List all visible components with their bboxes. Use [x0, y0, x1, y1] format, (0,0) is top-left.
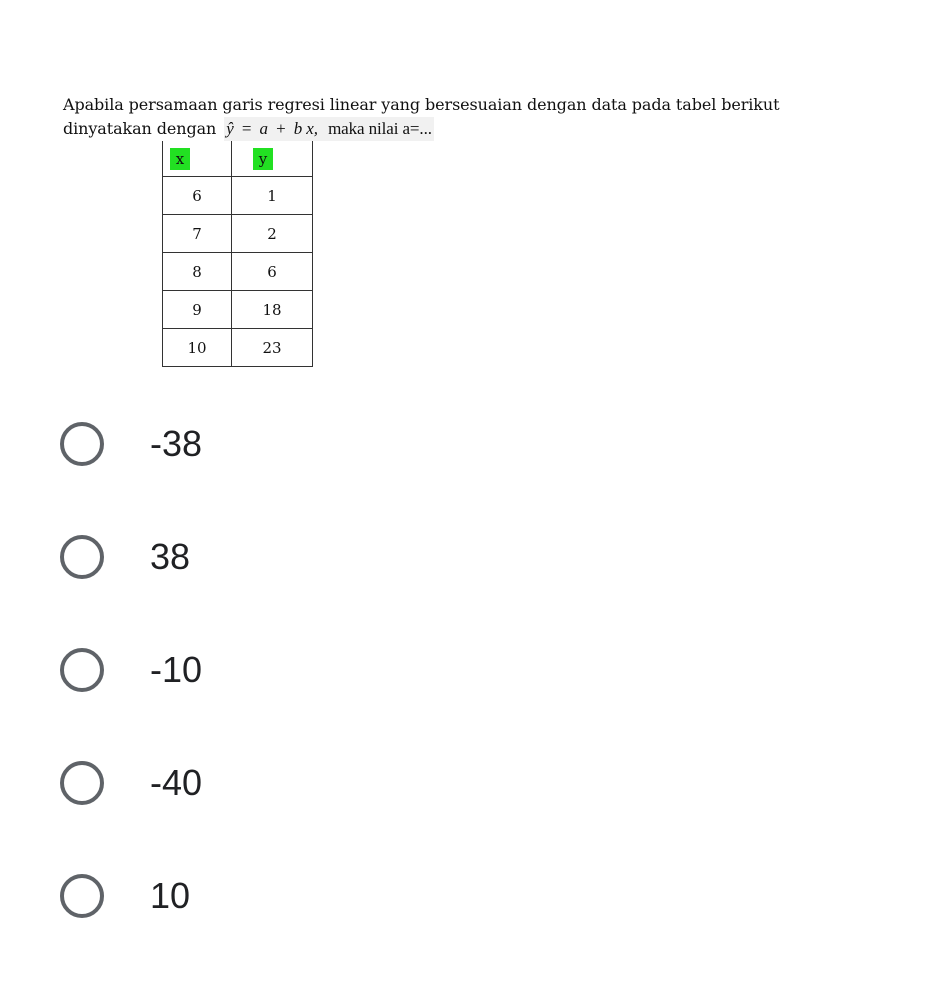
- table-cell-x: 8: [163, 253, 232, 291]
- option-label[interactable]: 38: [150, 536, 191, 577]
- table-header-row: [163, 141, 313, 177]
- question-prefix: dinyatakan dengan: [63, 119, 217, 138]
- table-cell-y: 23: [232, 329, 313, 367]
- table-row: [163, 329, 313, 367]
- radio-button[interactable]: [60, 535, 104, 579]
- equation-a: a: [259, 119, 268, 138]
- table-header-y: [232, 141, 313, 177]
- radio-button[interactable]: [60, 874, 104, 918]
- regression-equation: [224, 117, 434, 141]
- option-38[interactable]: [60, 528, 202, 586]
- table-cell-x: 6: [163, 177, 232, 215]
- table-row: [163, 253, 313, 291]
- table-cell-x: 9: [163, 291, 232, 329]
- equation-y-hat: ŷ: [226, 119, 234, 138]
- header-x-label: x: [170, 148, 190, 170]
- table-cell-x: 7: [163, 215, 232, 253]
- radio-button[interactable]: [60, 761, 104, 805]
- option-label[interactable]: -40: [150, 762, 203, 803]
- option-label[interactable]: -38: [150, 423, 203, 464]
- option-label[interactable]: 10: [150, 875, 191, 916]
- table-cell-y: 2: [232, 215, 313, 253]
- answer-options: [60, 415, 202, 980]
- equation-equals: =: [241, 119, 252, 138]
- question-tail: maka nilai a=...: [328, 119, 432, 138]
- data-table: [162, 141, 313, 367]
- table-cell-x: 10: [163, 329, 232, 367]
- option-minus-10[interactable]: [60, 641, 202, 699]
- equation-b: b: [293, 119, 303, 138]
- table-row: [163, 291, 313, 329]
- table-row: [163, 177, 313, 215]
- table-cell-y: 1: [232, 177, 313, 215]
- option-minus-40[interactable]: [60, 754, 202, 812]
- option-10[interactable]: [60, 867, 202, 925]
- equation-x: x,: [306, 119, 318, 138]
- table-cell-y: 6: [232, 253, 313, 291]
- header-y-label: y: [253, 148, 273, 170]
- option-label[interactable]: -10: [150, 649, 203, 690]
- equation-plus: +: [276, 119, 286, 138]
- question-line-2: [63, 117, 883, 141]
- table-header-x: [163, 141, 232, 177]
- radio-button[interactable]: [60, 648, 104, 692]
- table-cell-y: 18: [232, 291, 313, 329]
- question-line-1: Apabila persamaan garis regresi linear yang bersesuaian dengan data pada tabel berikut: [63, 95, 780, 114]
- table-row: [163, 215, 313, 253]
- equation-math: [226, 119, 322, 138]
- question-text: [63, 93, 883, 141]
- radio-button[interactable]: [60, 422, 104, 466]
- option-minus-38[interactable]: [60, 415, 202, 473]
